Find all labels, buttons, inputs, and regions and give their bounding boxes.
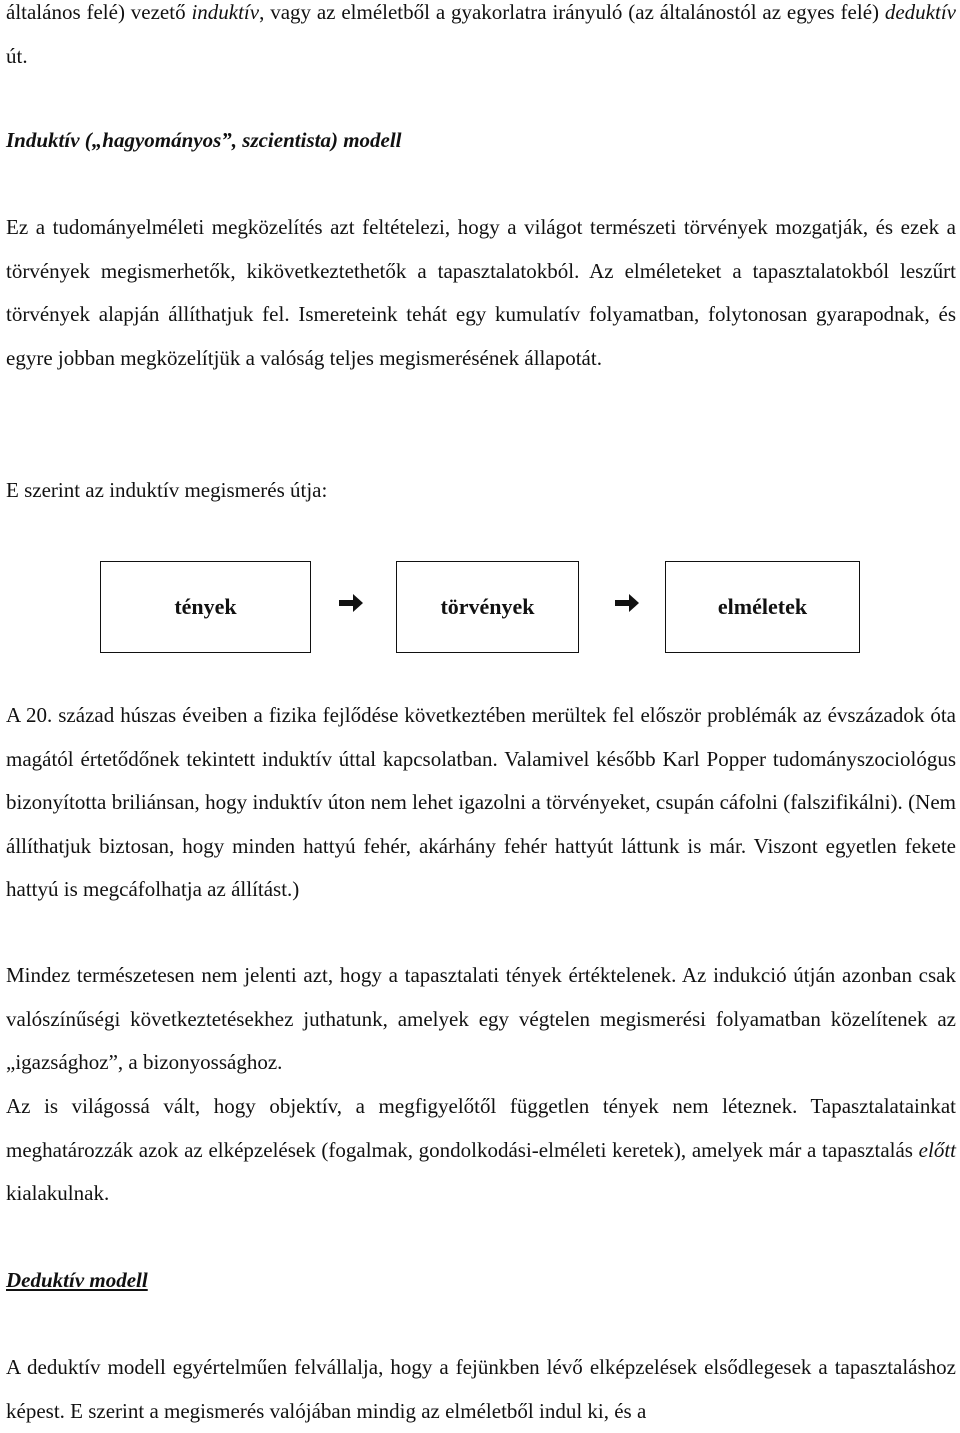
paragraph-4-emphasis-before: előtt	[918, 1137, 956, 1162]
diagram-intro-text: E szerint az induktív megismerés útja:	[6, 478, 328, 502]
diagram-box-facts-label: tények	[174, 594, 237, 619]
diagram-box-laws-label: törvények	[440, 594, 535, 619]
inductive-paragraph-2: A 20. század húszas éveiben a fizika fejlődése következtében merültek fel először problémák az évszázadok óta magától értetődőnek tekintett induktív úttal kapcsolatban. Valamivel később Karl Popper tudományszociológus bizonyította briliánsan, hogy induktív úton nem lehet igazolni a törvényeket, csupán cáfolni (falszifikálni). (Nem állíthatjuk biztosan, hogy minden hattyú fehér, akárhány fehér hattyút láttunk is már. Viszont egyetlen fekete hattyú is megcáfolhatja az állítást.)	[6, 703, 956, 902]
deductive-model-heading: Deduktív modell	[6, 1268, 148, 1292]
intro-text-2: , vagy az elméletből a gyakorlatra irányuló (az általánostól az egyes felé)	[259, 0, 885, 24]
intro-paragraph	[6, 0, 956, 78]
deductive-paragraph-1: A deduktív modell egyértelműen felvállalja, hogy a fejünkben lévő elképzelések elsődlegesek a tapasztaláshoz képest. E szerint a megismerés valójában mindig az elméletből indul ki, és a	[6, 1355, 956, 1423]
diagram-box-theories-label: elméletek	[717, 594, 808, 619]
intro-emphasis-deductive: deduktív	[884, 0, 956, 24]
inductive-paragraph-4	[6, 1085, 956, 1216]
diagram-box-theories	[665, 561, 860, 653]
intro-emphasis-inductive: induktív	[191, 0, 260, 24]
paragraph-4-text-2: kialakulnak.	[6, 1181, 110, 1206]
intro-text-1: általános felé) vezető	[6, 0, 192, 24]
right-arrow-icon	[336, 588, 366, 618]
inductive-model-heading: Induktív („hagyományos”, szcientista) modell	[6, 128, 402, 152]
inductive-paragraph-3: Mindez természetesen nem jelenti azt, hogy a tapasztalati tények értéktelenek. Az indukció útján azonban csak valószínűségi következtetésekhez juthatunk, amelyek egy végtelen megismerési folyamatban közelítenek az „igazsághoz”, a bizonyossághoz.	[6, 963, 956, 1075]
inductive-paragraph-1: Ez a tudományelméleti megközelítés azt feltételezi, hogy a világot természeti törvények mozgatják, és ezek a törvények megismerhetők, kikövetkeztethetők a tapasztalatokból. Az elméleteket a tapasztalatokból leszűrt törvények alapján állíthatjuk fel. Ismereteink tehát egy kumulatív folyamatban, folytonosan gyarapodnak, és egyre jobban megközelítjük a valóság teljes megismerésének állapotát.	[6, 215, 956, 370]
paragraph-4-text-1: Az is világossá vált, hogy objektív, a megfigyelőtől független tények nem léteznek. Tapasztalatainkat meghatározzák azok az elképzelések (fogalmak, gondolkodási-elméleti keretek), amelyek már a tapasztalás	[6, 1094, 956, 1162]
diagram-box-facts	[100, 561, 311, 653]
diagram-box-laws	[396, 561, 579, 653]
intro-text-3: út.	[6, 43, 28, 68]
right-arrow-icon	[612, 588, 642, 618]
